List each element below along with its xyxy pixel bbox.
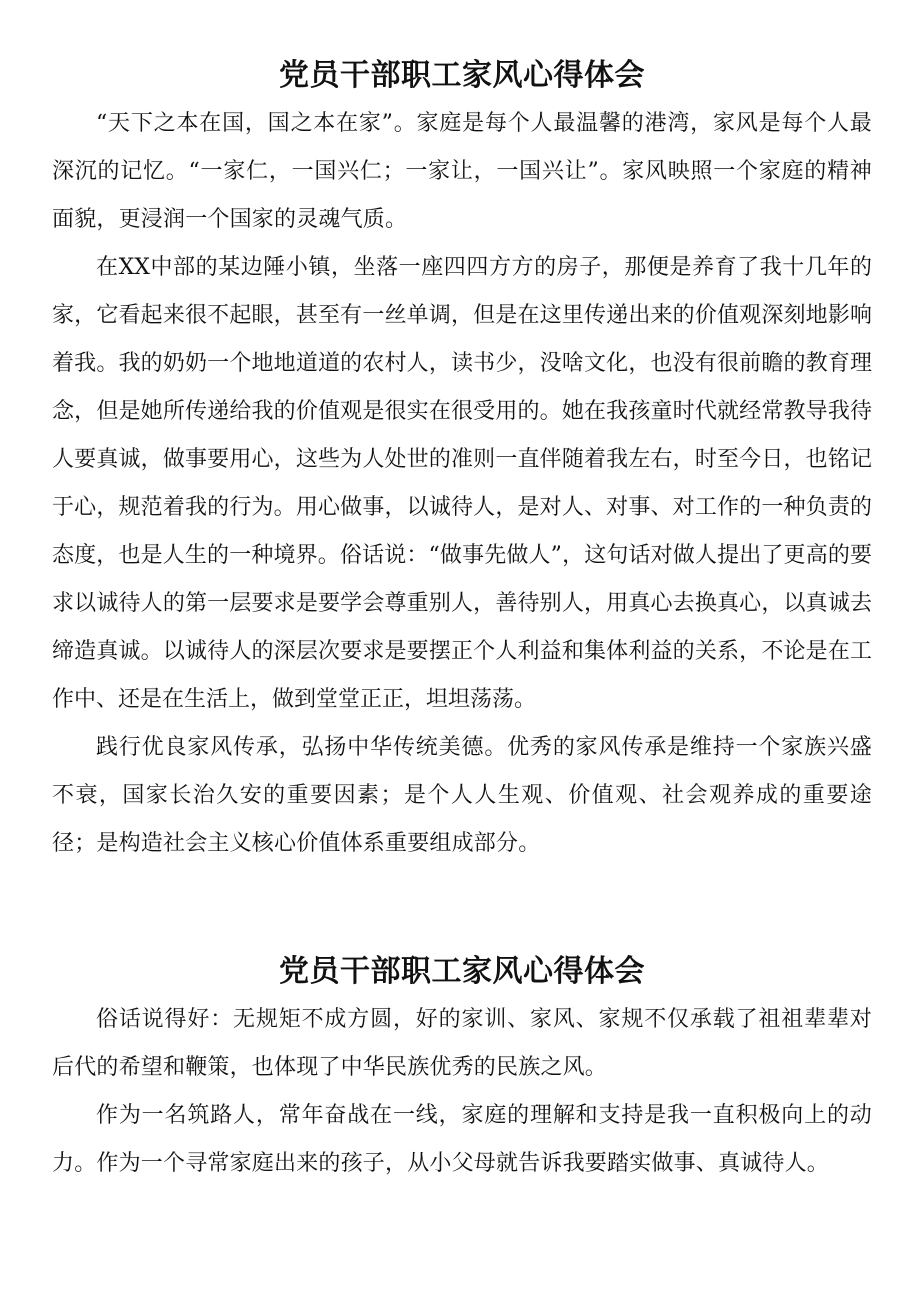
section-paragraph: 在XX中部的某边陲小镇，坐落一座四四方方的房子，那便是养育了我十几年的家，它看起来很不起眼，甚至有一丝单调，但是在这里传递出来的价值观深刻地影响着我。我的奶奶一个地地道道的农村人，读书少，没啥文化，也没有很前瞻的教育理念，但是她所传递给我的价值观是很实在很受用的。她在我孩童时代就经常教导我待人要真诚，做事要用心，这些为人处世的准则一直伴随着我左右，时至今日，也铭记于心，规范着我的行为。用心做事，以诚待人，是对人、对事、对工作的一种负责的态度，也是人生的一种境界。俗话说：“做事先做人”，这句话对做人提出了更高的要求以诚待人的第一层要求是要学会尊重别人，善待别人，用真心去换真心，以真诚去缔造真诚。以诚待人的深层次要求是要摆正个人利益和集体利益的关系，不论是在工作中、还是在生活上，做到堂堂正正，坦坦荡荡。 xyxy=(52,255,872,712)
section-paragraph: 俗话说得好：无规矩不成方圆，好的家训、家风、家规不仅承载了祖祖辈辈对后代的希望和鞭策，也体现了中华民族优秀的民族之风。 xyxy=(52,1007,872,1080)
essay-section-1 xyxy=(52,52,872,868)
section-paragraph: 践行优良家风传承，弘扬中华传统美德。优秀的家风传承是维持一个家族兴盛不衰，国家长治久安的重要因素；是个人人生观、价值观、社会观养成的重要途径；是构造社会主义核心价值体系重要组成部分。 xyxy=(52,735,872,856)
section-paragraph: 作为一名筑路人，常年奋战在一线，家庭的理解和支持是我一直积极向上的动力。作为一个寻常家庭出来的孩子，从小父母就告诉我要踏实做事、真诚待人。 xyxy=(52,1103,872,1176)
section-paragraph: “天下之本在国，国之本在家”。家庭是每个人最温馨的港湾，家风是每个人最深沉的记忆。“一家仁，一国兴仁；一家让，一国兴让”。家风映照一个家庭的精神面貌，更浸润一个国家的灵魂气质。 xyxy=(52,111,872,232)
essay-section-2 xyxy=(52,948,872,1188)
section-title: 党员干部职工家风心得体会 xyxy=(279,58,645,93)
section-title: 党员干部职工家风心得体会 xyxy=(279,954,645,989)
